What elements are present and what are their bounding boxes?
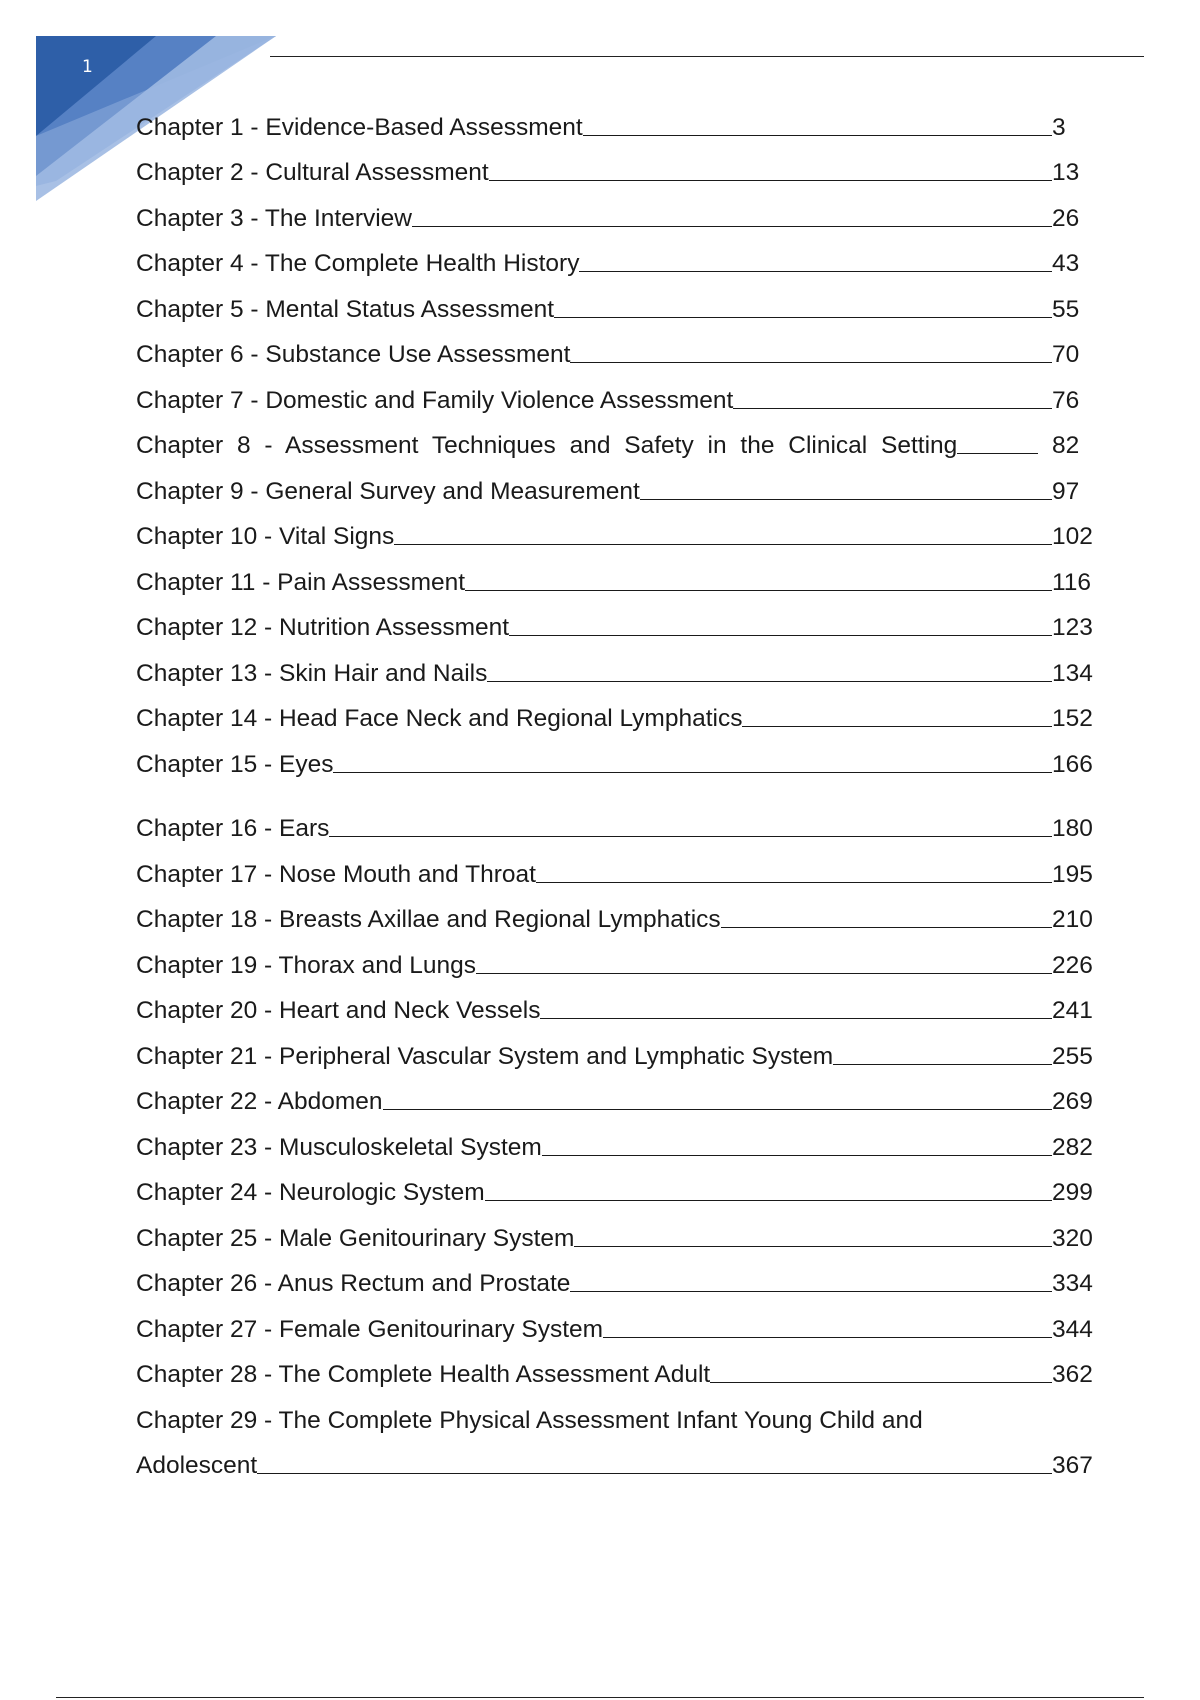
toc-entry-page: 70 (1052, 341, 1080, 368)
toc-leader (554, 317, 1052, 318)
toc-entry-title: Chapter 2 - Cultural Assessment (136, 159, 489, 186)
toc-entry-last-line1[interactable] (136, 1389, 1100, 1435)
toc-entry[interactable] (136, 1298, 1100, 1344)
toc-entry-page: 55 (1052, 295, 1080, 323)
toc-entry[interactable] (136, 233, 1100, 279)
toc-entry-title: Chapter 18 - Breasts Axillae and Regional Lymphatics (136, 906, 721, 933)
toc-entry[interactable] (136, 506, 1100, 552)
toc-leader (542, 1155, 1052, 1156)
toc-entry-page: 116 (1052, 568, 1092, 596)
toc-leader (465, 590, 1052, 591)
toc-entry[interactable] (136, 1253, 1100, 1299)
toc-entry-title: Chapter 28 - The Complete Health Assessment Adult (136, 1361, 711, 1388)
toc-entry-title: Chapter 23 - Musculoskeletal System (136, 1133, 542, 1161)
toc-entry[interactable] (136, 187, 1100, 233)
toc-entry-title: Chapter 27 - Female Genitourinary System (136, 1315, 604, 1343)
toc-entry[interactable] (136, 1071, 1100, 1117)
toc-leader (487, 681, 1052, 682)
toc-entry-page: 334 (1052, 1270, 1093, 1297)
toc-entry-page: 210 (1052, 906, 1093, 933)
toc-entry-title: Chapter 8 - Assessment Techniques and Safety in the Clinical Setting (136, 432, 958, 459)
toc-entry-page: 180 (1052, 815, 1093, 842)
toc-entry[interactable] (136, 278, 1100, 324)
toc-entry-page: 195 (1052, 860, 1093, 888)
toc-entry-page: 26 (1052, 204, 1080, 232)
toc-entry-page: 344 (1052, 1315, 1093, 1343)
toc-entry[interactable] (136, 551, 1100, 597)
toc-entry[interactable] (136, 934, 1100, 980)
toc-entry[interactable] (136, 597, 1100, 643)
toc-entry[interactable] (136, 843, 1100, 889)
toc-entry[interactable] (136, 798, 1100, 844)
toc-leader (570, 362, 1052, 363)
toc-leader (833, 1064, 1052, 1065)
footer-rule (56, 1697, 1144, 1698)
toc-leader (603, 1337, 1052, 1338)
toc-entry-title: Chapter 13 - Skin Hair and Nails (136, 659, 488, 687)
toc-entry-page: 152 (1052, 705, 1093, 732)
toc-entry[interactable] (136, 1025, 1100, 1071)
toc-entry[interactable] (136, 142, 1100, 188)
toc-entry-page: 102 (1052, 523, 1093, 550)
toc-entry[interactable] (136, 96, 1100, 142)
toc-entry-title: Chapter 9 - General Survey and Measurement (136, 477, 640, 505)
toc-entry-page: 13 (1052, 159, 1080, 186)
toc-entry-page: 362 (1052, 1361, 1093, 1388)
toc-leader (329, 836, 1052, 837)
toc-entry-page: 269 (1052, 1088, 1093, 1115)
toc-entry-title: Chapter 24 - Neurologic System (136, 1179, 485, 1206)
toc-entry[interactable] (136, 1116, 1100, 1162)
toc-entry-title: Chapter 1 - Evidence-Based Assessment (136, 113, 583, 141)
toc-entry-page: 282 (1052, 1133, 1093, 1161)
toc-entry[interactable] (136, 369, 1100, 415)
toc-entry-title-continued: Adolescent (136, 1452, 258, 1479)
toc-entry-title: Chapter 22 - Abdomen (136, 1088, 383, 1115)
toc-entry-page: 3 (1052, 113, 1066, 141)
toc-entry-title: Chapter 7 - Domestic and Family Violence Assessment (136, 386, 734, 414)
toc-leader (570, 1291, 1052, 1292)
toc-entry-page: 76 (1052, 386, 1080, 414)
toc-entry[interactable] (136, 688, 1100, 734)
toc-entry-page: 82 (1052, 432, 1080, 459)
toc-entry-title: Chapter 3 - The Interview (136, 204, 412, 232)
toc-entry-title: Chapter 19 - Thorax and Lungs (136, 951, 477, 979)
toc-entry[interactable] (136, 1162, 1100, 1208)
toc-entry[interactable] (136, 642, 1100, 688)
toc-entry[interactable] (136, 324, 1100, 370)
toc-leader (476, 973, 1052, 974)
toc-entry-page: 226 (1052, 951, 1093, 979)
toc-entry-title: Chapter 25 - Male Genitourinary System (136, 1224, 575, 1252)
toc-entry-title: Chapter 4 - The Complete Health History (136, 250, 580, 277)
toc-entry[interactable] (136, 1344, 1100, 1390)
toc-entry-last-line2[interactable] (136, 1435, 1100, 1481)
toc-entry-title: Chapter 6 - Substance Use Assessment (136, 341, 571, 368)
toc-entry-title: Chapter 14 - Head Face Neck and Regional Lymphatics (136, 705, 743, 732)
toc-leader (536, 882, 1052, 883)
toc-leader (574, 1246, 1052, 1247)
table-of-contents (136, 96, 1100, 1480)
toc-entry-page: 166 (1052, 750, 1093, 778)
toc-leader (509, 635, 1052, 636)
toc-leader (485, 1200, 1052, 1201)
toc-entry-page: 299 (1052, 1179, 1093, 1206)
toc-entry-title: Chapter 29 - The Complete Physical Assessment Infant Young Child and (136, 1406, 923, 1434)
toc-entry-page: 367 (1052, 1452, 1093, 1479)
toc-leader (710, 1382, 1052, 1383)
toc-entry-title: Chapter 20 - Heart and Neck Vessels (136, 997, 541, 1024)
toc-entry[interactable] (136, 1207, 1100, 1253)
toc-entry-title: Chapter 11 - Pain Assessment (136, 568, 466, 596)
toc-entry[interactable] (136, 460, 1100, 506)
toc-leader (957, 453, 1038, 454)
toc-entry-page: 43 (1052, 250, 1080, 277)
toc-leader (257, 1473, 1052, 1474)
toc-leader (733, 408, 1052, 409)
toc-leader (412, 226, 1052, 227)
toc-entry-title: Chapter 16 - Ears (136, 815, 330, 842)
toc-entry-page: 241 (1052, 997, 1093, 1024)
toc-entry[interactable] (136, 980, 1100, 1026)
toc-entry-title: Chapter 21 - Peripheral Vascular System and Lymphatic System (136, 1042, 834, 1070)
toc-entry-title: Chapter 12 - Nutrition Assessment (136, 614, 510, 641)
toc-leader (742, 726, 1052, 727)
toc-leader (333, 772, 1052, 773)
toc-entry-page: 123 (1052, 614, 1093, 641)
toc-entry-page: 134 (1052, 659, 1093, 687)
toc-entry[interactable] (136, 415, 1100, 461)
page-number: 1 (82, 57, 93, 77)
toc-leader (583, 135, 1052, 136)
toc-entry[interactable] (136, 733, 1100, 779)
toc-leader (640, 499, 1052, 500)
header-rule (270, 56, 1144, 57)
toc-entry-title: Chapter 15 - Eyes (136, 750, 334, 778)
toc-leader (579, 271, 1052, 272)
toc-leader (540, 1018, 1052, 1019)
toc-entry-title: Chapter 17 - Nose Mouth and Throat (136, 860, 536, 888)
toc-entry-page: 255 (1052, 1042, 1093, 1070)
toc-entry-page: 320 (1052, 1224, 1093, 1252)
toc-entry[interactable] (136, 889, 1100, 935)
toc-leader (383, 1109, 1052, 1110)
toc-leader (394, 544, 1052, 545)
toc-entry-title: Chapter 5 - Mental Status Assessment (136, 295, 555, 323)
toc-leader (721, 927, 1052, 928)
toc-entry-title: Chapter 10 - Vital Signs (136, 523, 395, 550)
toc-entry-page: 97 (1052, 477, 1080, 505)
toc-entry-title: Chapter 26 - Anus Rectum and Prostate (136, 1270, 571, 1297)
toc-leader (489, 180, 1052, 181)
